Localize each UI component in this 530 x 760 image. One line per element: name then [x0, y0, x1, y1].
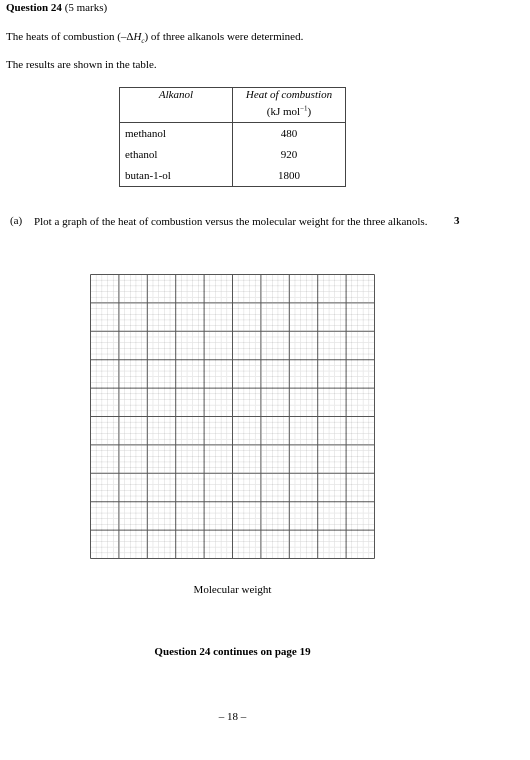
header-heat: Heat of combustion (kJ mol$^{-1}$) [233, 88, 346, 123]
header-alkanol: Alkanol [120, 88, 233, 123]
table-row [120, 165, 346, 187]
alkanol-name: methanol [120, 123, 233, 145]
intro-line-2: The results are shown in the table. [6, 59, 157, 71]
heat-value: 920 [233, 144, 346, 165]
continues-note: Question 24 continues on page 19 [154, 646, 311, 658]
table-header-row [120, 88, 346, 123]
alkanol-name: ethanol [120, 144, 233, 165]
heat-value: 480 [233, 123, 346, 145]
question-marks: (5 marks) [64, 2, 108, 14]
table-row [120, 123, 346, 145]
question-title: Question 24 [6, 2, 62, 14]
alkanol-table [119, 87, 346, 187]
heat-value: 1800 [233, 165, 346, 187]
table-row [120, 144, 346, 165]
part-a-label: (a) [10, 215, 23, 227]
page-number: – 18 – [218, 711, 247, 723]
graph-grid[interactable] [90, 274, 375, 559]
intro-line-1: The heats of combustion $(-\Delta H_c)$ of three alkanols were determined. [6, 31, 304, 46]
question-heading [6, 2, 107, 14]
x-axis-label: Molecular weight [193, 584, 272, 596]
part-a-marks: 3 [454, 215, 460, 227]
part-a-text: Plot a graph of the heat of combustion versus the molecular weight for the three alkanols. [34, 216, 428, 228]
alkanol-name: butan-1-ol [120, 165, 233, 187]
